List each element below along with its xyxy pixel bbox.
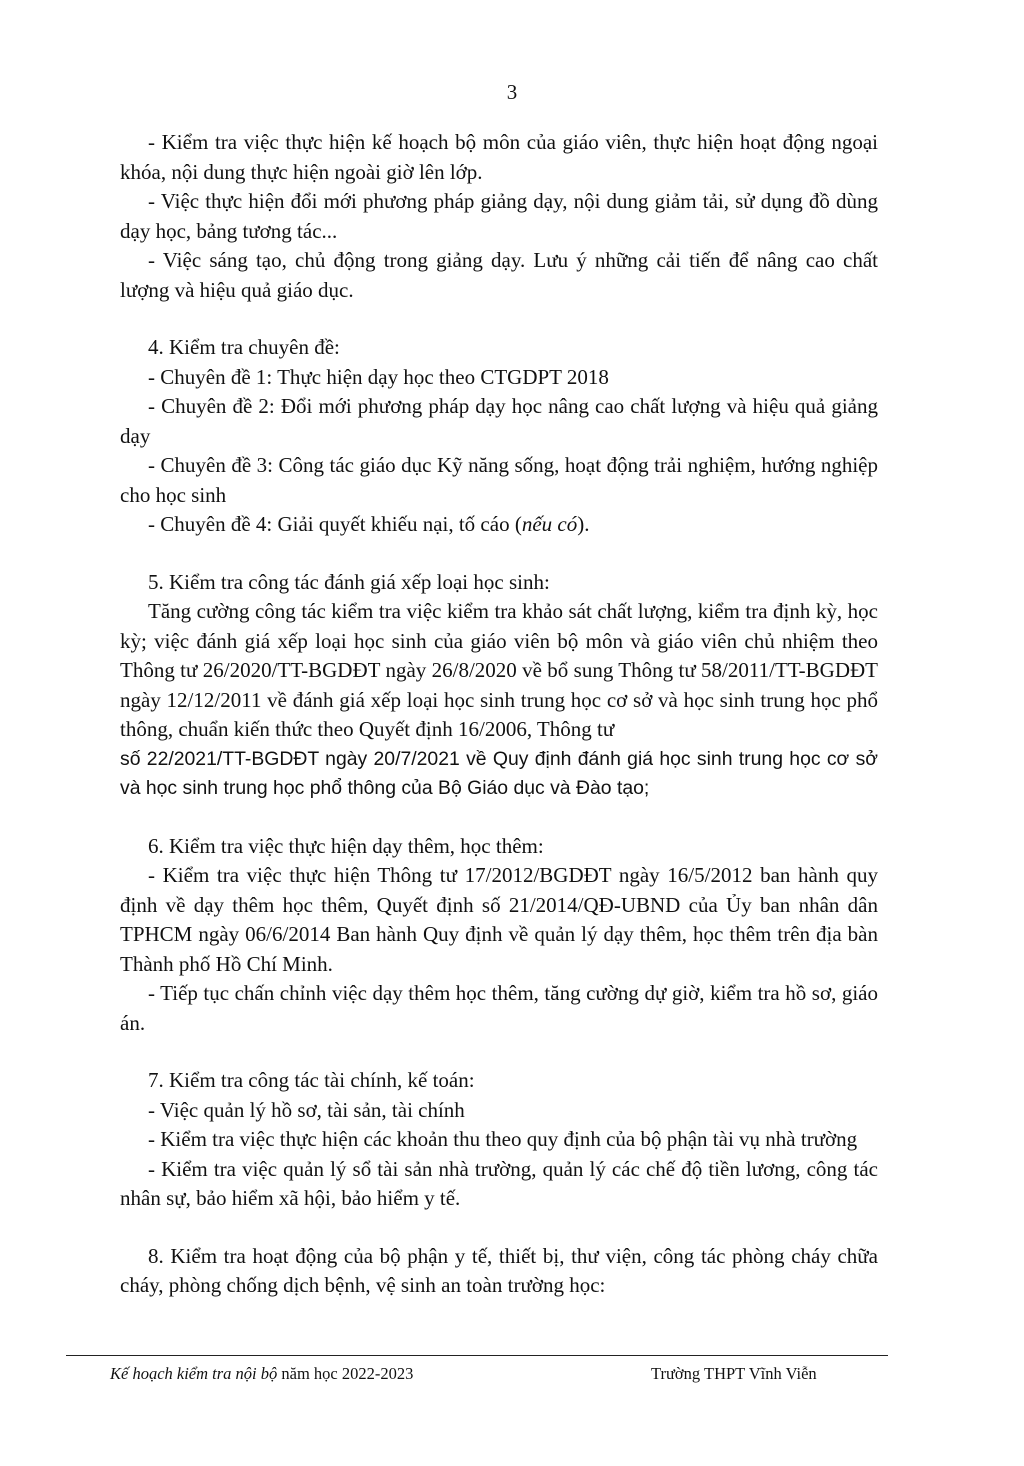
page-number: 3 [506,80,518,104]
footer-plan-title [110,1364,413,1384]
paragraph: Tăng cường công tác kiểm tra việc kiểm tra khảo sát chất lượng, kiểm tra định kỳ, học kỳ; việc đánh giá xếp loại học sinh của giáo viên bộ môn và giáo viên chủ nhiệm theo Thông tư 26/2020/TT-BGDĐT ngày 26/8/2020 về bổ sung Thông tư 58/2011/TT-BGDĐT ngày 12/12/2011 về đánh giá xếp loại học sinh trung học cơ sở và học sinh trung học phổ thông, chuẩn kiến thức theo Quyết định 16/2006, Thông tư [120,599,878,741]
paragraph: - Kiểm tra việc thực hiện các khoản thu theo quy định của bộ phận tài vụ nhà trường [148,1127,858,1151]
section-heading-6: 6. Kiểm tra việc thực hiện dạy thêm, học thêm: [148,833,544,858]
paragraph: - Chuyên đề 3: Công tác giáo dục Kỹ năng sống, hoạt động trải nghiệm, hướng nghiệp cho học sinh [120,453,878,507]
italic-note: nếu có [521,512,578,536]
footer-school-year: năm học 2022-2023 [277,1364,414,1383]
section-heading-7: 7. Kiểm tra công tác tài chính, kế toán: [148,1068,475,1092]
paragraph: - Kiểm tra việc thực hiện kế hoạch bộ môn của giáo viên, thực hiện hoạt động ngoại khóa, nội dung thực hiện ngoài giờ lên lớp. [120,130,878,184]
text-segment: - Chuyên đề 4: Giải quyết khiếu nại, tố cáo ( [148,512,522,536]
paragraph-continuation: số 22/2021/TT-BGDĐT ngày 20/7/2021 về Quy định đánh giá học sinh trung học cơ sở và học sinh trung học phổ thông của Bộ Giáo dục và Đào tạo; [120,747,878,799]
paragraph: - Việc thực hiện đổi mới phương pháp giảng dạy, nội dung giảm tải, sử dụng đồ dùng dạy học, bảng tương tác... [120,189,878,243]
footer-school-name: Trường THPT Vĩnh Viễn [651,1364,817,1383]
paragraph: - Việc sáng tạo, chủ động trong giảng dạy. Lưu ý những cải tiến để nâng cao chất lượng và hiệu quả giáo dục. [120,248,878,302]
paragraph: - Chuyên đề 1: Thực hiện dạy học theo CTGDPT 2018 [148,364,609,389]
paragraph: - Việc quản lý hồ sơ, tài sản, tài chính [148,1097,465,1122]
paragraph: - Chuyên đề 2: Đổi mới phương pháp dạy học nâng cao chất lượng và hiệu quả giảng dạy [120,394,878,448]
document-body [120,128,878,1301]
section-heading-4: 4. Kiểm tra chuyên đề: [148,335,340,359]
footer-plan-title-italic: Kế hoạch kiểm tra nội bộ [110,1364,278,1383]
section-heading-5: 5. Kiểm tra công tác đánh giá xếp loại học sinh: [148,569,550,594]
paragraph: - Kiểm tra việc quản lý sổ tài sản nhà trường, quản lý các chế độ tiền lương, công tác nhân sự, bảo hiểm xã hội, bảo hiểm y tế. [120,1156,878,1210]
section-heading-8: 8. Kiểm tra hoạt động của bộ phận y tế, thiết bị, thư viện, công tác phòng cháy chữa cháy, phòng chống dịch bệnh, vệ sinh an toàn trường học: [120,1243,878,1297]
paragraph: - Tiếp tục chấn chỉnh việc dạy thêm học thêm, tăng cường dự giờ, kiểm tra hồ sơ, giáo án. [120,981,878,1035]
text-segment: ). [577,512,590,536]
paragraph: - Kiểm tra việc thực hiện Thông tư 17/2012/BGDĐT ngày 16/5/2012 ban hành quy định về dạy thêm học thêm, Quyết định số 21/2014/QĐ-UBND của Ủy ban nhân dân TPHCM ngày 06/6/2014 Ban hành Quy định về quản lý dạy thêm, học thêm trên địa bàn Thành phố Hồ Chí Minh. [120,863,878,976]
footer-divider [66,1355,888,1356]
paragraph [120,510,878,540]
